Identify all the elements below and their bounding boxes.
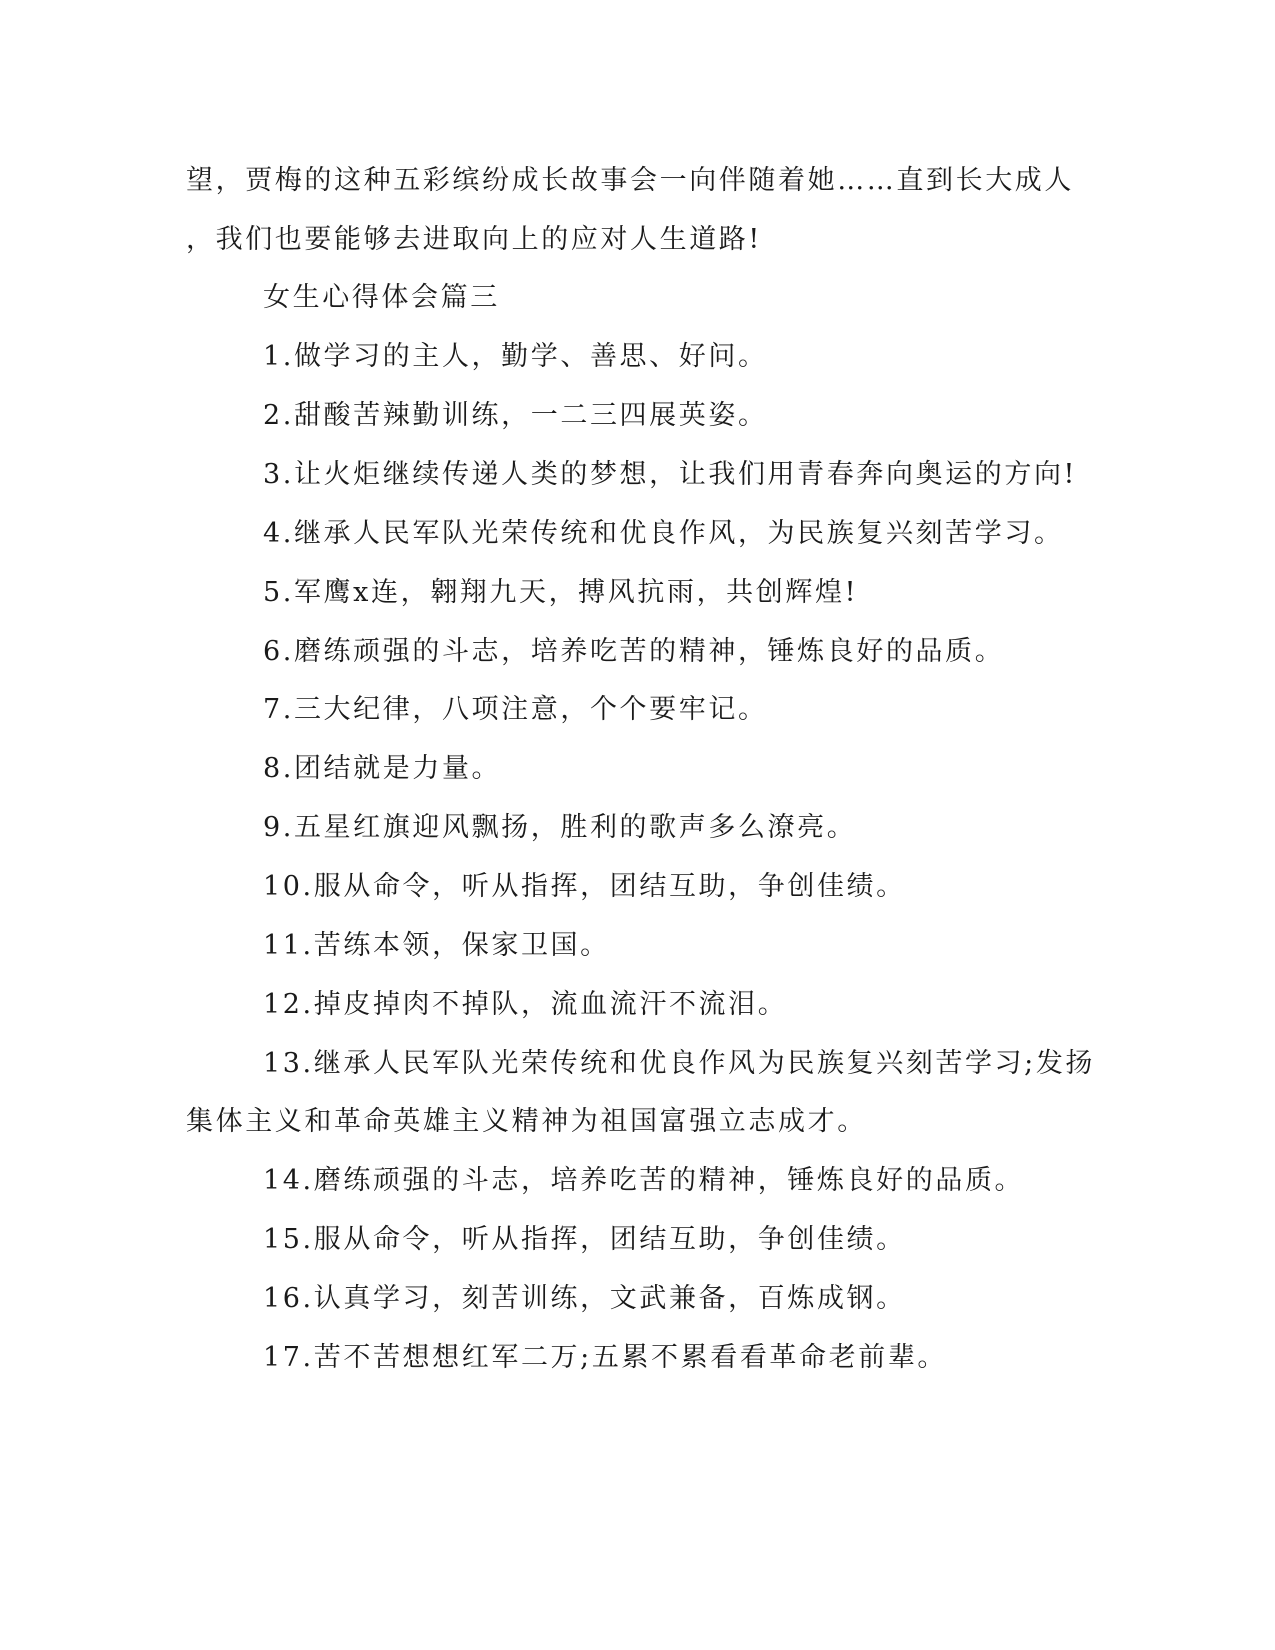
list-item: 15.服从命令，听从指挥，团结互助，争创佳绩。 [263, 1224, 906, 1255]
list-item: 9.五星红旗迎风飘扬，胜利的歌声多么潦亮。 [263, 812, 857, 843]
list-item: 16.认真学习，刻苦训练，文武兼备，百炼成钢。 [263, 1283, 906, 1314]
list-item: 1.做学习的主人，勤学、善思、好问。 [263, 341, 768, 372]
paragraph-line: ，我们也要能够去进取向上的应对人生道路! [186, 224, 762, 255]
list-item: 8.团结就是力量。 [263, 753, 502, 784]
list-item: 7.三大纪律，八项注意，个个要牢记。 [263, 694, 768, 725]
list-item: 17.苦不苦想想红军二万;五累不累看看革命老前辈。 [263, 1342, 948, 1373]
list-item: 11.苦练本领，保家卫国。 [263, 930, 610, 961]
list-item: 12.掉皮掉肉不掉队，流血流汗不流泪。 [263, 989, 788, 1020]
section-title: 女生心得体会篇三 [263, 282, 500, 313]
list-item: 5.军鹰x连，翱翔九天，搏风抗雨，共创辉煌! [263, 577, 859, 608]
list-item: 2.甜酸苦辣勤训练，一二三四展英姿。 [263, 400, 768, 431]
list-item: 14.磨练顽强的斗志，培养吃苦的精神，锤炼良好的品质。 [263, 1165, 1025, 1196]
list-item: 4.继承人民军队光荣传统和优良作风，为民族复兴刻苦学习。 [263, 518, 1064, 549]
list-item: 3.让火炬继续传递人类的梦想，让我们用青春奔向奥运的方向! [263, 459, 1078, 490]
paragraph-line: 望，贾梅的这种五彩缤纷成长故事会一向伴随着她……直到长大成人 [186, 165, 1074, 196]
list-item: 10.服从命令，听从指挥，团结互助，争创佳绩。 [263, 871, 906, 902]
list-item-continuation: 集体主义和革命英雄主义精神为祖国富强立志成才。 [186, 1106, 867, 1137]
list-item: 6.磨练顽强的斗志，培养吃苦的精神，锤炼良好的品质。 [263, 636, 1005, 667]
list-item: 13.继承人民军队光荣传统和优良作风为民族复兴刻苦学习;发扬 [263, 1048, 1096, 1079]
